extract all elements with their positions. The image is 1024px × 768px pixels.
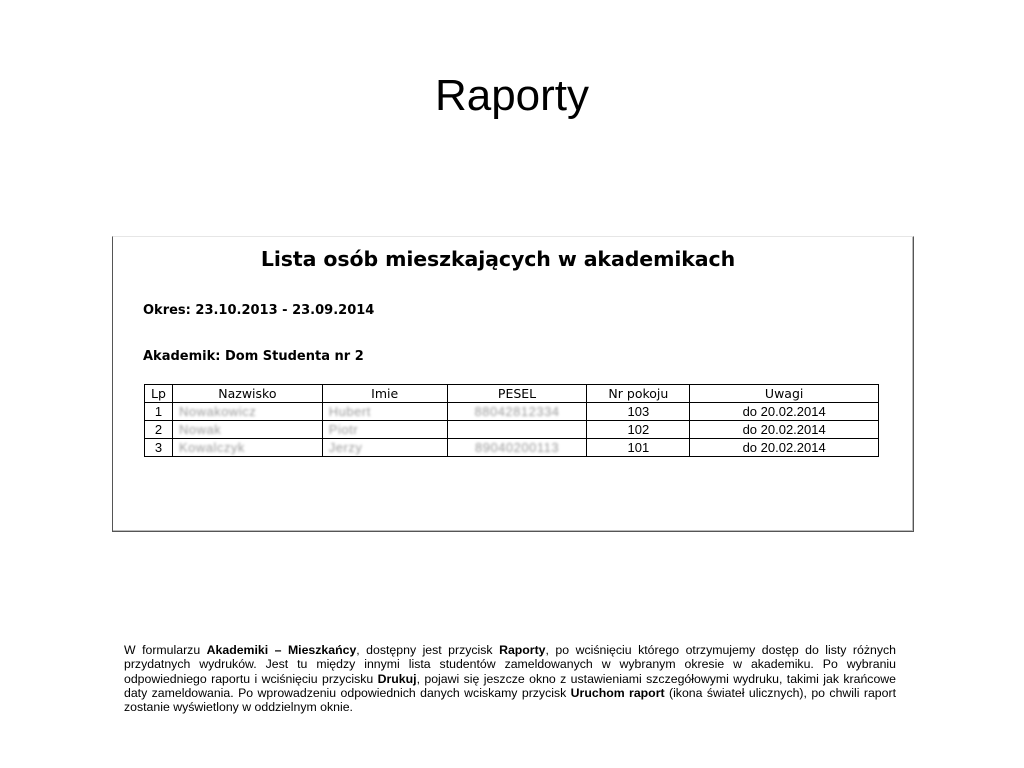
report-period: [143, 303, 374, 318]
period-label: Okres:: [143, 303, 191, 318]
table-header-row: [145, 385, 879, 403]
desc-bold-uruchom-raport: Uruchom raport: [570, 685, 665, 700]
cell-imie: Hubert: [322, 403, 447, 421]
report-dorm: [143, 349, 364, 364]
cell-nr-pokoju: 102: [587, 421, 690, 439]
cell-uwagi: do 20.02.2014: [690, 403, 879, 421]
header-lp: Lp: [145, 385, 173, 403]
cell-imie: Jerzy: [322, 439, 447, 457]
desc-bold-raporty: Raporty: [499, 643, 546, 657]
cell-uwagi: do 20.02.2014: [690, 439, 879, 457]
dorm-label: Akademik:: [143, 349, 221, 364]
cell-nazwisko: Nowakowicz: [172, 403, 322, 421]
cell-pesel: [447, 421, 587, 439]
desc-text-3: , po wciśnięciu którego otrzymujemy dostęp do listy różnych przydatnych wydruków. Jest tu między innymi lista studentów zameldowanych w wybranym okresie w akademiku. Po wybraniu odpowiedniego raportu i wciśnięciu przycisku: [124, 643, 896, 686]
period-value: 23.10.2013 - 23.09.2014: [195, 303, 375, 318]
header-imie: Imie: [322, 385, 447, 403]
header-pesel: PESEL: [447, 385, 587, 403]
cell-imie: Piotr: [322, 421, 447, 439]
cell-nazwisko: Kowalczyk: [172, 439, 322, 457]
desc-text-5: (ikona świateł ulicznych), po chwili raport zostanie wyświetlony w oddzielnym oknie.: [124, 685, 897, 715]
desc-bold-form-name: Akademiki – Mieszkańcy: [206, 643, 357, 657]
cell-lp: 2: [145, 421, 173, 439]
cell-lp: 1: [145, 403, 173, 421]
desc-text-2: , dostępny jest przycisk: [356, 643, 500, 657]
slide-title: Raporty: [434, 71, 590, 120]
dorm-value: Dom Studenta nr 2: [224, 349, 364, 364]
cell-pesel: 88042812334: [447, 403, 587, 421]
table-row: [145, 421, 879, 439]
table-row: [145, 439, 879, 457]
report-heading: Lista osób mieszkających w akademikach: [260, 247, 736, 271]
residents-table: [144, 384, 879, 457]
desc-bold-drukuj: Drukuj: [377, 671, 417, 686]
desc-text-1: W formularzu: [124, 643, 207, 657]
description-paragraph: [124, 643, 896, 714]
cell-nr-pokoju: 101: [587, 439, 690, 457]
cell-nr-pokoju: 103: [587, 403, 690, 421]
header-nr-pokoju: Nr pokoju: [587, 385, 690, 403]
report-preview: [112, 236, 914, 532]
header-uwagi: Uwagi: [690, 385, 879, 403]
cell-lp: 3: [145, 439, 173, 457]
cell-pesel: 89040200113: [447, 439, 587, 457]
header-nazwisko: Nazwisko: [172, 385, 322, 403]
desc-text-4: , pojawi się jeszcze okno z ustawieniami szczegółowymi wydruku, takimi jak krańcowe daty zameldowania. Po wprowadzeniu odpowiednich danych wciskamy przycisk: [124, 671, 897, 700]
table-row: [145, 403, 879, 421]
cell-uwagi: do 20.02.2014: [690, 421, 879, 439]
cell-nazwisko: Nowak: [172, 421, 322, 439]
